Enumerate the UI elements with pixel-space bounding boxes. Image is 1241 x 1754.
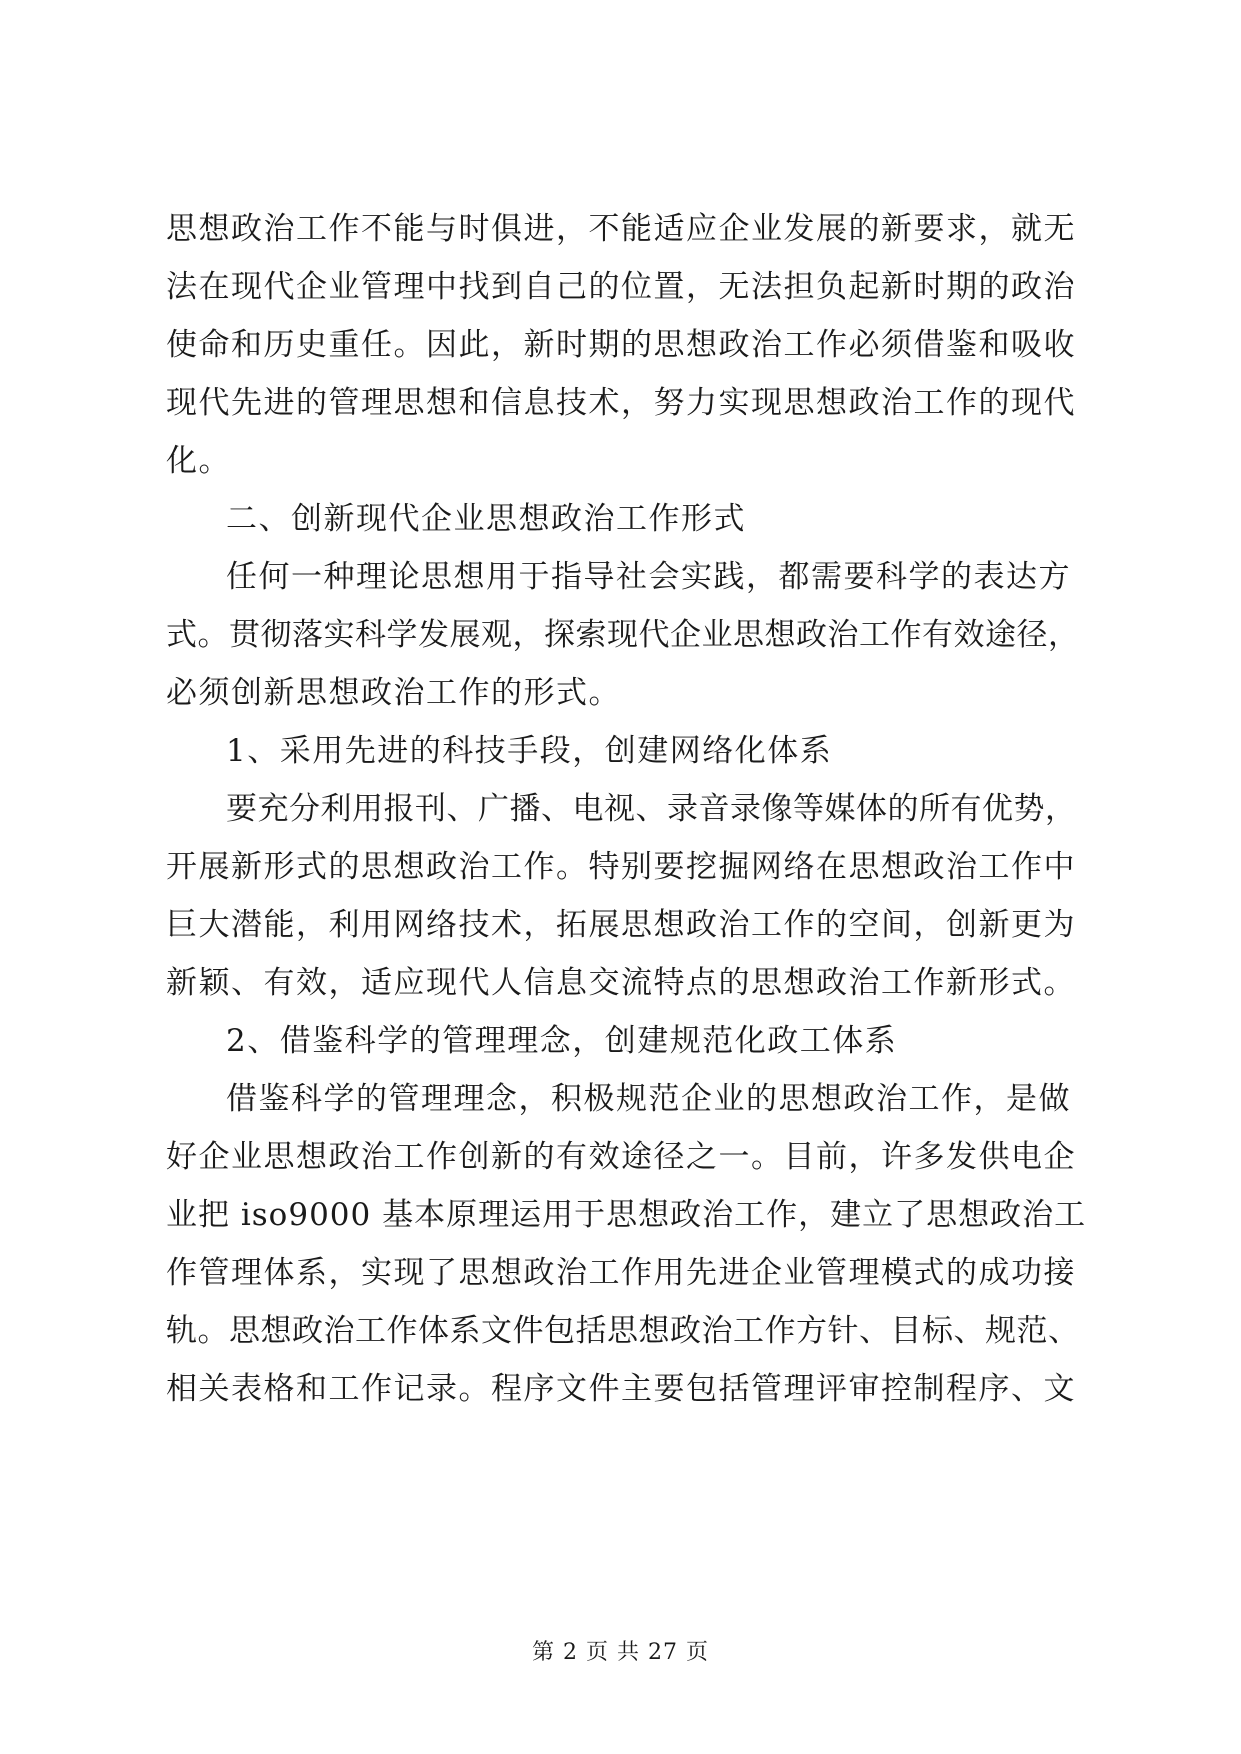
text-line: 作管理体系，实现了思想政治工作用先进企业管理模式的成功接: [166, 1255, 1076, 1291]
text-line: 相关表格和工作记录。程序文件主要包括管理评审控制程序、文: [166, 1371, 1076, 1407]
text-line: 式。贯彻落实科学发展观，探索现代企业思想政治工作有效途径，: [166, 617, 1080, 653]
page-footer: 第 2 页 共 27 页: [532, 1640, 709, 1665]
text-line: 新颖、有效，适应现代人信息交流特点的思想政治工作新形式。: [166, 965, 1076, 1001]
text-line: 好企业思想政治工作创新的有效途径之一。目前，许多发供电企: [166, 1139, 1076, 1175]
text-line: 要充分利用报刊、广播、电视、录音录像等媒体的所有优势，: [226, 791, 1077, 827]
text-line: 开展新形式的思想政治工作。特别要挖掘网络在思想政治工作中: [166, 849, 1076, 885]
text-line: 任何一种理论思想用于指导社会实践，都需要科学的表达方: [226, 559, 1071, 595]
text-line: 借鉴科学的管理理念，积极规范企业的思想政治工作，是做: [226, 1081, 1071, 1117]
text-line: 使命和历史重任。因此，新时期的思想政治工作必须借鉴和吸收: [166, 327, 1076, 363]
text-line: 法在现代企业管理中找到自己的位置，无法担负起新时期的政治: [166, 269, 1076, 305]
text-line: 思想政治工作不能与时俱进，不能适应企业发展的新要求，就无: [166, 211, 1076, 247]
section-heading: 二、创新现代企业思想政治工作形式: [226, 501, 746, 537]
text-line: 轨。思想政治工作体系文件包括思想政治工作方针、目标、规范、: [166, 1313, 1080, 1349]
subsection-heading: 2、借鉴科学的管理理念，创建规范化政工体系: [226, 1023, 898, 1059]
text-line: 化。: [166, 443, 231, 479]
text-line: 巨大潜能，利用网络技术，拓展思想政治工作的空间，创新更为: [166, 907, 1076, 943]
text-line: 业把 iso9000 基本原理运用于思想政治工作，建立了思想政治工: [166, 1197, 1087, 1233]
subsection-heading: 1、采用先进的科技手段，创建网络化体系: [226, 733, 833, 769]
text-line: 现代先进的管理思想和信息技术，努力实现思想政治工作的现代: [166, 385, 1076, 421]
text-line: 必须创新思想政治工作的形式。: [166, 675, 621, 711]
